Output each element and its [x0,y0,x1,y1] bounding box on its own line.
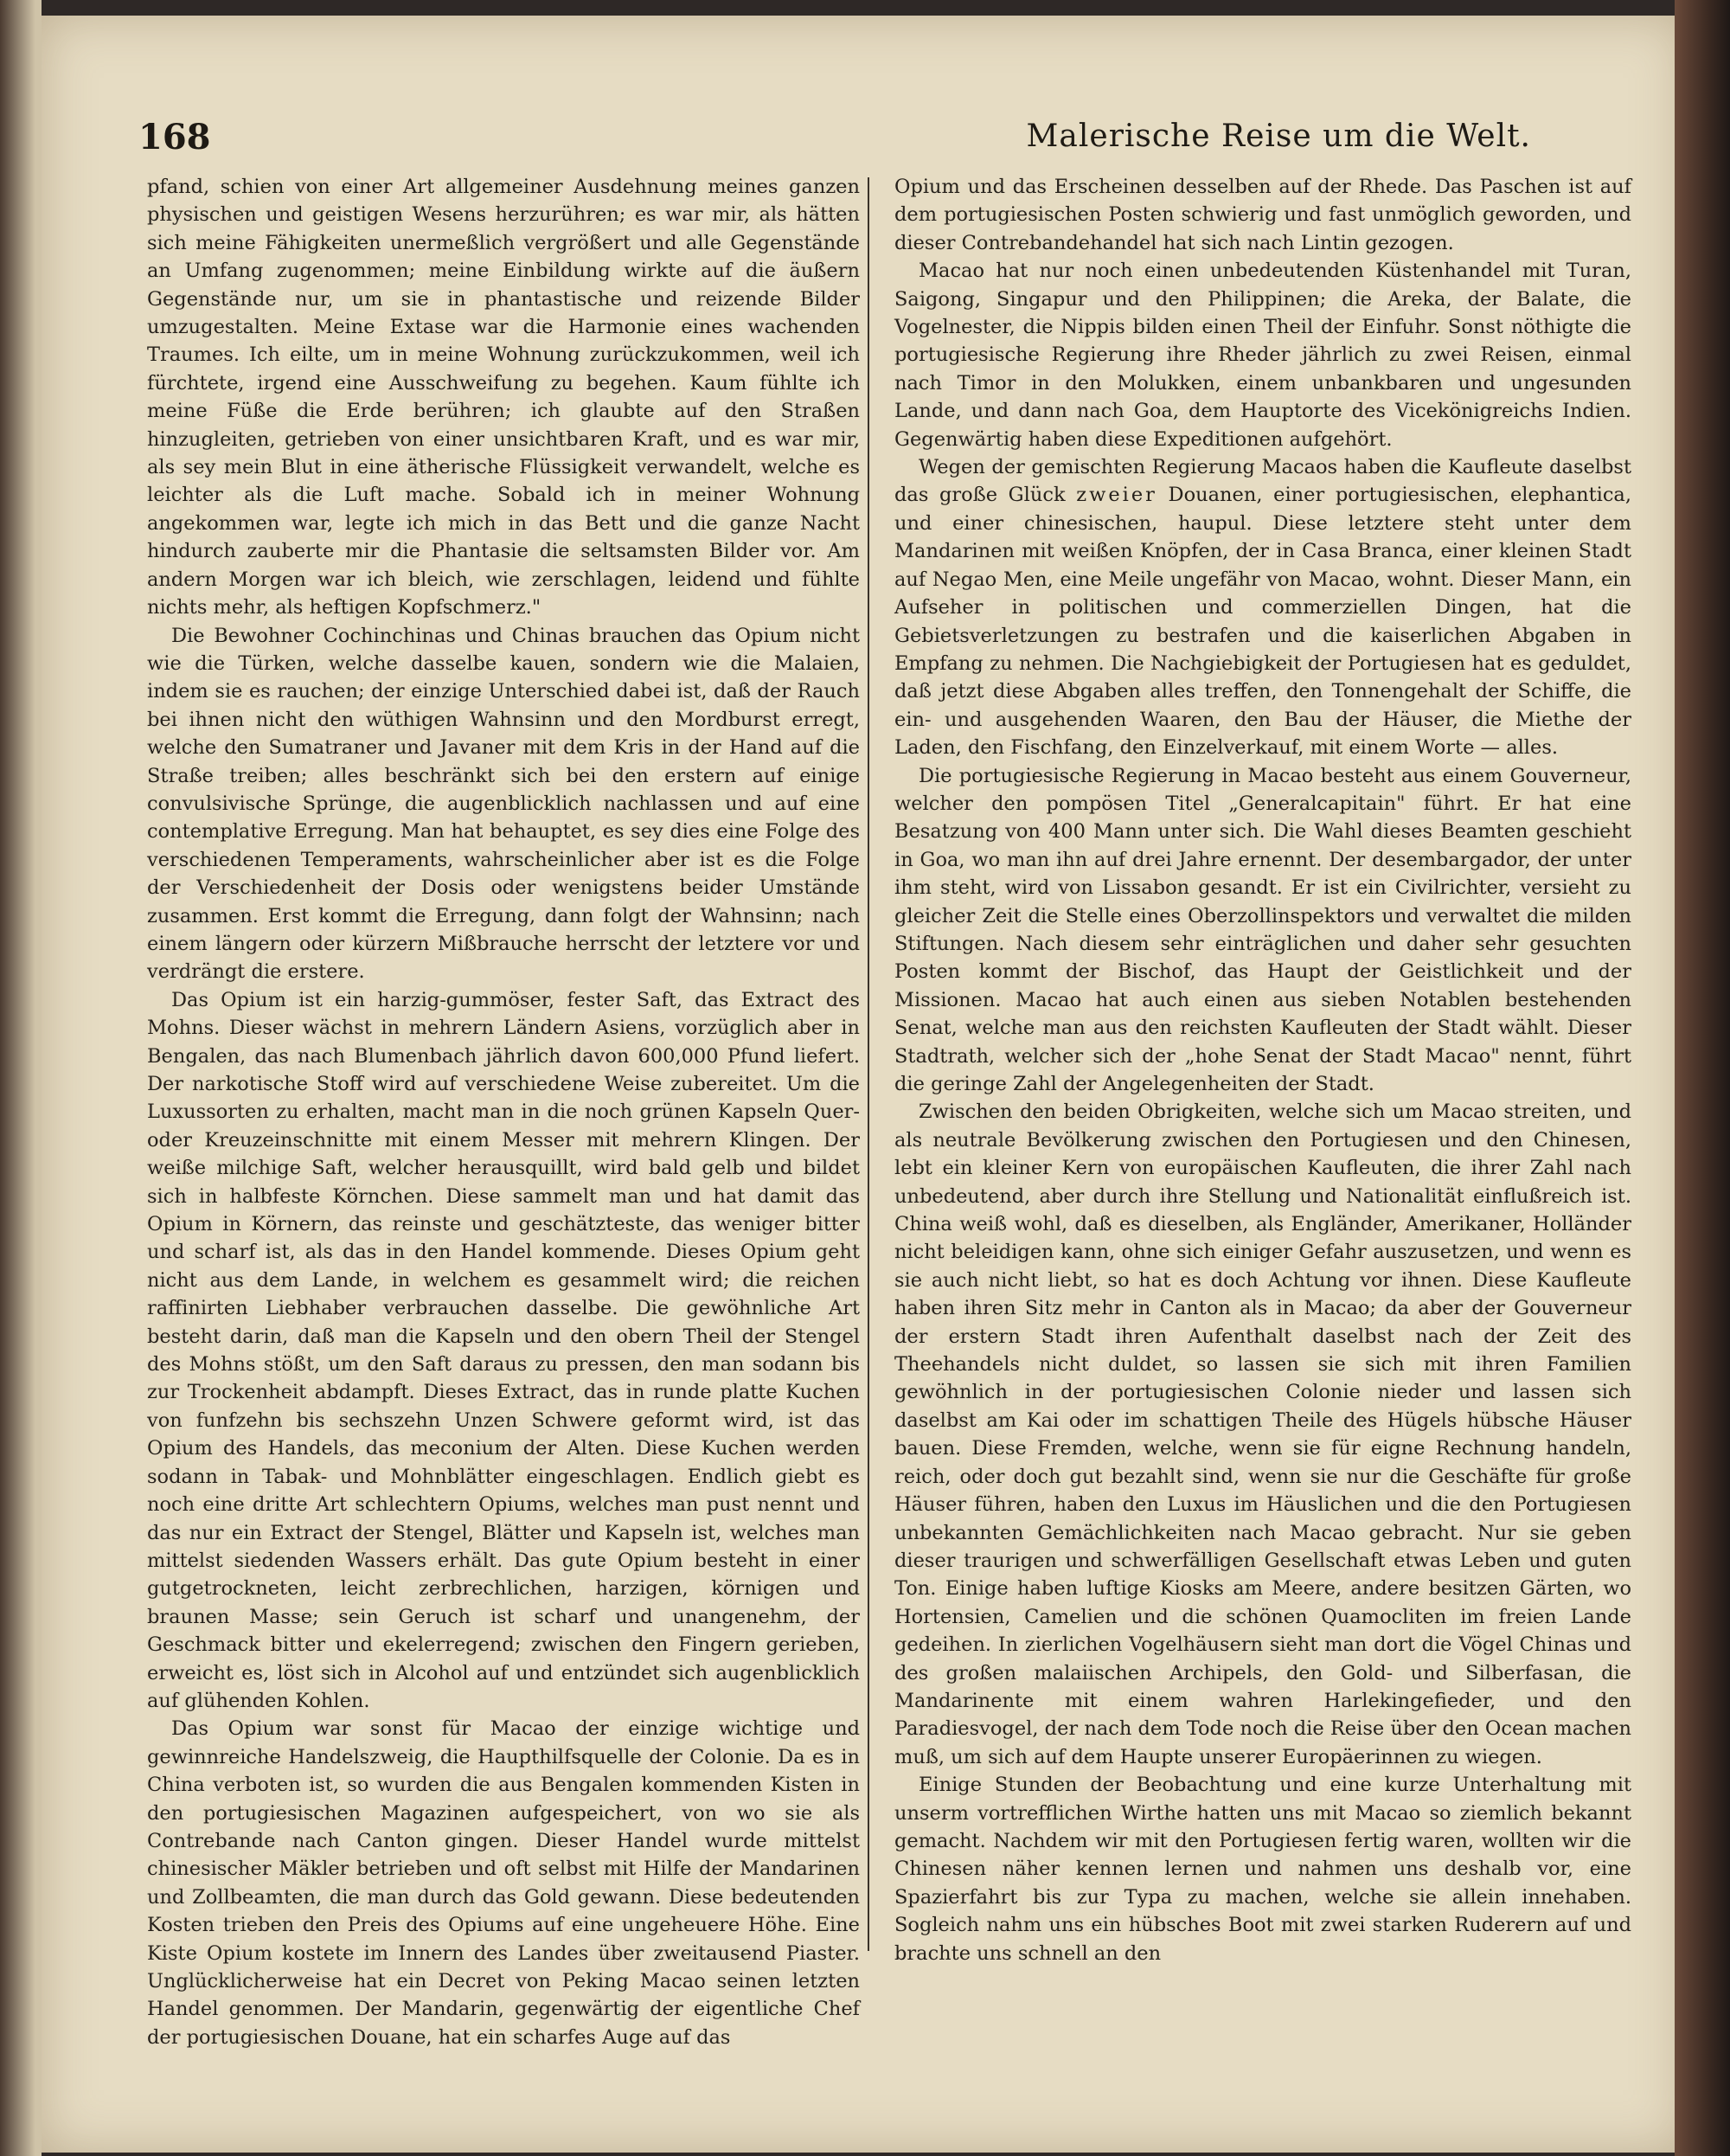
paragraph: pfand, schien von einer Art allgemeiner Ausdehnung meines ganzen physischen und geistigen Wesens herzurühren; es war mir, als hätten sich meine Fähigkeiten unermeßlich vergrößert und alle Gegenstände an Umfang zugenommen; meine Einbildung wirkte auf die äußern Gegenstände nur, um sie in phantastische und reizende Bilder umzugestalten. Meine Extase war die Harmonie eines wachenden Traumes. Ich eilte, um in meine Wohnung zurückzukommen, weil ich fürchtete, irgend eine Ausschweifung zu begehen. Kaum fühlte ich meine Füße die Erde berühren; ich glaubte auf den Straßen hinzugleiten, getrieben von einer unsichtbaren Kraft, und es war mir, als sey mein Blut in eine ätherische Flüssigkeit verwandelt, welche es leichter als die Luft mache. Sobald ich in meiner Wohnung angekommen war, legte ich mich in das Bett und die ganze Nacht hindurch zauberte mir die Phantasie die seltsamsten Bilder vor. Am andern Morgen war ich bleich, wie zerschlagen, leidend und fühlte nichts mehr, als heftigen Kopfschmerz." [147,176,860,619]
paragraph: Opium und das Erscheinen desselben auf der Rhede. Das Paschen ist auf dem portugiesischen Posten schwierig und fast unmöglich geworden, und dieser Contrebandehandel hat sich nach Lintin gezogen. [894,176,1631,254]
paragraph: Die Bewohner Cochinchinas und Chinas brauchen das Opium nicht wie die Türken, welche dasselbe kauen, sondern wie die Malaien, indem sie es rauchen; der einzige Unterschied dabei ist, daß der Rauch bei ihnen nicht den wüthigen Wahnsinn und den Mordburst erregt, welche den Sumatraner und Javaner mit dem Kris in der Hand auf die Straße treiben; alles beschränkt sich bei den erstern auf einige convulsivische Sprünge, die augenblicklich nachlassen und auf eine contemplative Erregung. Man hat behauptet, es sey dies eine Folge des verschiedenen Temperaments, wahrscheinlicher aber ist es die Folge der Verschiedenheit der Dosis oder wenigstens beider Umstände zusammen. Erst kommt die Erregung, dann folgt der Wahnsinn; nach einem längern oder kürzern Mißbrauche herrscht der letztere vor und verdrängt die erstere. [147,624,860,984]
paragraph [894,453,1631,761]
right-text-column [894,173,1631,1967]
paragraph: Zwischen den beiden Obrigkeiten, welche sich um Macao streiten, und als neutrale Bevölkerung zwischen den Portugiesen und den Chinesen, lebt ein kleiner Kern von europäischen Kaufleuten, die ihrer Zahl nach unbedeutend, aber durch ihre Stellung und Nationalität einflußreich ist. China weiß wohl, daß es dieselben, als Engländer, Amerikaner, Holländer nicht beleidigen kann, ohne sich einiger Gefahr auszusetzen, und wenn es sie auch nicht liebt, so hat es doch Achtung vor ihnen. Diese Kaufleute haben ihren Sitz mehr in Canton als in Macao; da aber der Gouverneur der erstern Stadt ihren Aufenthalt daselbst nach der Zeit des Theehandels nicht duldet, so lassen sie sich mit ihren Familien gewöhnlich in der portugiesischen Colonie nieder und lassen sich daselbst am Kai oder im schattigen Theile des Hügels hübsche Häuser bauen. Diese Fremden, welche, wenn sie für eigne Rechnung handeln, reich, oder doch gut bezahlt sind, wenn sie nur die Geschäfte für große Häuser führen, haben den Luxus im Häuslichen und die den Portugiesen unbekannten Gemächlichkeiten nach Macao gebracht. Nur sie geben dieser traurigen und schwerfälligen Gesellschaft etwas Leben und guten Ton. Einige haben luftige Kiosks am Meere, andere besitzen Gärten, wo Hortensien, Camelien und die schönen Quamocliten im freien Lande gedeihen. In zierlichen Vogelhäusern sieht man dort die Vögel Chinas und des großen malaiischen Archipels, den Gold- und Silberfasan, die Mandarinente mit einem wahren Harlekingefieder, und den Paradiesvogel, der nach dem Tode noch die Reise über den Ocean machen muß, um sich auf dem Haupte unserer Europäerinnen zu wiegen. [894,1100,1631,1768]
book-binding-edge [1675,0,1730,2156]
paragraph: Die portugiesische Regierung in Macao besteht aus einem Gouverneur, welcher den pompösen Titel „Generalcapitain" führt. Er hat eine Besatzung von 400 Mann unter sich. Die Wahl dieses Beamten geschieht in Goa, wo man ihn auf drei Jahre ernennt. Der desembargador, der unter ihm steht, wird von Lissabon gesandt. Er ist ein Civilrichter, versieht zu gleicher Zeit die Stelle eines Oberzollinspektors und verwaltet die milden Stiftungen. Nach diesem sehr einträglichen und daher sehr gesuchten Posten kommt der Bischof, das Haupt der Geistlichkeit und der Missionen. Macao hat auch einen aus sieben Notablen bestehenden Senat, welche man aus den reichsten Kaufleuten der Stadt wählt. Dieser Stadtrath, welcher sich der „hohe Senat der Stadt Macao" nennt, führt die geringe Zahl der Angelegenheiten der Stadt. [894,764,1631,1095]
page-number: 168 [138,117,211,157]
paragraph: Einige Stunden der Beobachtung und eine kurze Unterhaltung mit unserm vortrefflichen Wirthe hatten uns mit Macao so ziemlich bekannt gemacht. Nachdem wir mit den Portugiesen fertig waren, wollten wir die Chinesen näher kennen lernen und nahmen uns deshalb vor, eine Spazierfahrt bis zur Typa zu machen, welche sie allein innehaben. Sogleich nahm uns ein hübsches Boot mit zwei starken Ruderern auf und brachte uns schnell an den [894,1774,1631,1965]
paragraph: Das Opium ist ein harzig-gummöser, fester Saft, das Extract des Mohns. Dieser wächst in mehrern Ländern Asiens, vorzüglich aber in Bengalen, das nach Blumenbach jährlich davon 600,000 Pfund liefert. Der narkotische Stoff wird auf verschiedene Weise zubereitet. Um die Luxussorten zu erhalten, macht man in die noch grünen Kapseln Quer- oder Kreuzeinschnitte mit einem Messer mit mehrern Klingen. Der weiße milchige Saft, welcher herausquillt, wird bald gelb und bildet sich in halbfeste Körnchen. Diese sammelt man und hat damit das Opium in Körnern, das reinste und geschätzteste, das weniger bitter und scharf ist, als das in den Handel kommende. Dieses Opium geht nicht aus dem Lande, in welchem es gesammelt wird; die reichen raffinirten Liebhaber verbrauchen dasselbe. Die gewöhnliche Art besteht darin, daß man die Kapseln und den obern Theil der Stengel des Mohns stößt, um den Saft daraus zu pressen, den man sodann bis zur Trockenheit abdampft. Dieses Extract, das in runde platte Kuchen von funfzehn bis sechszehn Unzen Schwere geformt wird, ist das Opium des Handels, das meconium der Alten. Diese Kuchen werden sodann in Tabak- und Mohnblätter eingeschlagen. Endlich giebt es noch eine dritte Art schlechtern Opiums, welches man pust nennt und das nur ein Extract der Stengel, Blätter und Kapseln ist, welches man mittelst siedenden Wassers erhält. Das gute Opium besteht in einer gutgetrockneten, leicht zerbrechlichen, harzigen, körnigen und braunen Masse; sein Geruch ist scharf und unangenehm, der Geschmack bitter und ekelerregend; zwischen den Fingern gerieben, erweicht es, löst sich in Alcohol auf und entzündet sich augenblicklich auf glühenden Kohlen. [147,988,860,1712]
paragraph-text: Wegen der gemischten Regierung Macaos haben die Kaufleute daselbst das große Glück [894,456,1631,507]
paragraph: Das Opium war sonst für Macao der einzige wichtige und gewinnreiche Handelszweig, die Haupthilfsquelle der Colonie. Da es in China verboten ist, so wurden die aus Bengalen kommenden Kisten in den portugiesischen Magazinen aufgespeichert, von wo sie als Contrebande nach Canton gingen. Dieser Handel wurde mittelst chinesischer Mäkler betrieben und oft selbst mit Hilfe der Mandarinen und Zollbeamten, die man durch das Gold gewann. Diese bedeutenden Kosten trieben den Preis des Opiums auf eine ungeheuere Höhe. Eine Kiste Opium kostete im Innern des Landes über zweitausend Piaster. Unglücklicherweise hat ein Decret von Peking Macao seinen letzten Handel genommen. Der Mandarin, gegenwärtig der eigentliche Chef der portugiesischen Douane, hat ein scharfes Auge auf das [147,1717,860,2049]
paragraph: Macao hat nur noch einen unbedeutenden Küstenhandel mit Turan, Saigong, Singapur und den Philippinen; die Areka, der Balate, die Vogelnester, die Nippis bilden einen Theil der Einfuhr. Sonst nöthigte die portugiesische Regierung ihre Rheder jährlich zu zwei Reisen, einmal nach Timor in den Molukken, einem unbankbaren und ungesunden Lande, und dann nach Goa, dem Hauptorte des Vicekönigreichs Indien. Gegenwärtig haben diese Expeditionen aufgehört. [894,260,1631,451]
column-divider [868,177,869,1951]
left-text-column [147,173,860,2051]
paragraph-text: Douanen, einer portugiesischen, elephantica, und einer chinesischen, haupul. Diese letztere steht unter dem Mandarinen mit weißen Knöpfen, der in Casa Branca, einer kleinen Stadt auf Negao Men, eine Meile ungefähr von Macao, wohnt. Dieser Mann, ein Aufseher in politischen und commerziellen Dingen, hat die Gebietsverletzungen zu bestrafen und die kaiserlichen Abgaben in Empfang zu nehmen. Die Nachgiebigkeit der Portugiesen hat es geduldet, daß jetzt diese Abgaben alles treffen, den Tonnengehalt der Schiffe, die ein- und ausgehenden Waaren, den Bau der Häuser, die Miethe der Laden, den Fischfang, den Einzelverkauf, mit einem Worte — alles. [894,484,1631,760]
facing-page-edge [0,0,42,2156]
running-title: Malerische Reise um die Welt. [1026,119,1531,154]
spaced-emphasis: zweier [1076,484,1157,507]
page-header [112,117,1635,169]
